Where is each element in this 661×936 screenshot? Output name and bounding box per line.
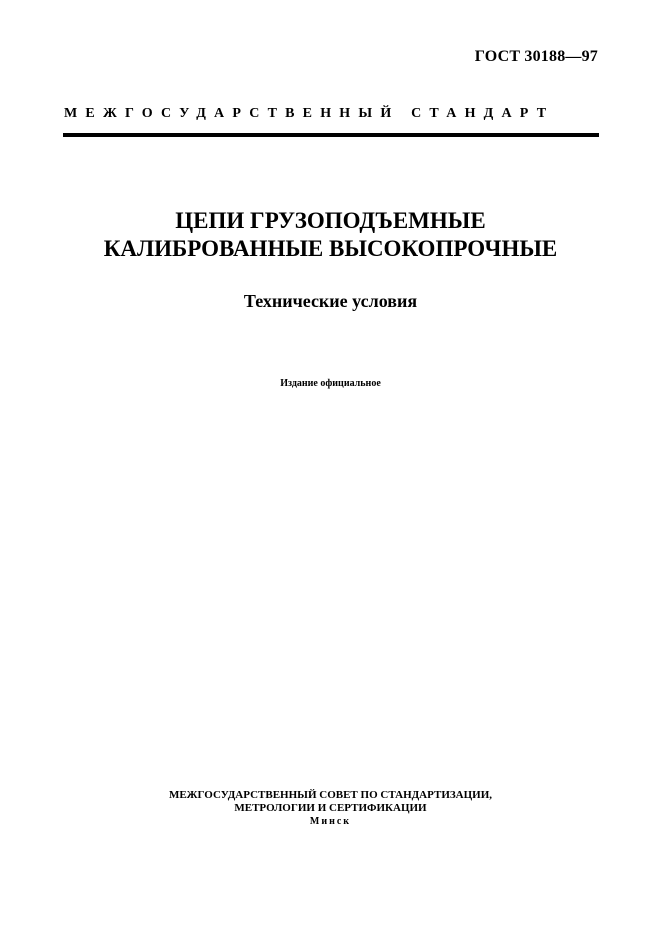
document-code: ГОСТ 30188—97: [474, 48, 598, 65]
title-line-1: ЦЕПИ ГРУЗОПОДЪЕМНЫЕ: [175, 208, 486, 233]
document-title: [0, 207, 661, 263]
publisher-city: Минск: [309, 816, 352, 827]
title-line-2: КАЛИБРОВАННЫЕ ВЫСОКОПРОЧНЫЕ: [103, 236, 558, 261]
document-subtitle: Технические условия: [243, 291, 418, 311]
edition-note: Издание официальное: [280, 378, 381, 389]
standard-type-heading: МЕЖГОСУДАРСТВЕННЫЙ СТАНДАРТ: [64, 106, 555, 121]
publisher-line-1: МЕЖГОСУДАРСТВЕННЫЙ СОВЕТ ПО СТАНДАРТИЗАЦИИ,: [168, 789, 493, 801]
publisher-line-2: МЕТРОЛОГИИ И СЕРТИФИКАЦИИ: [234, 802, 427, 814]
publisher-block: [0, 789, 661, 828]
header-rule: [63, 133, 599, 137]
